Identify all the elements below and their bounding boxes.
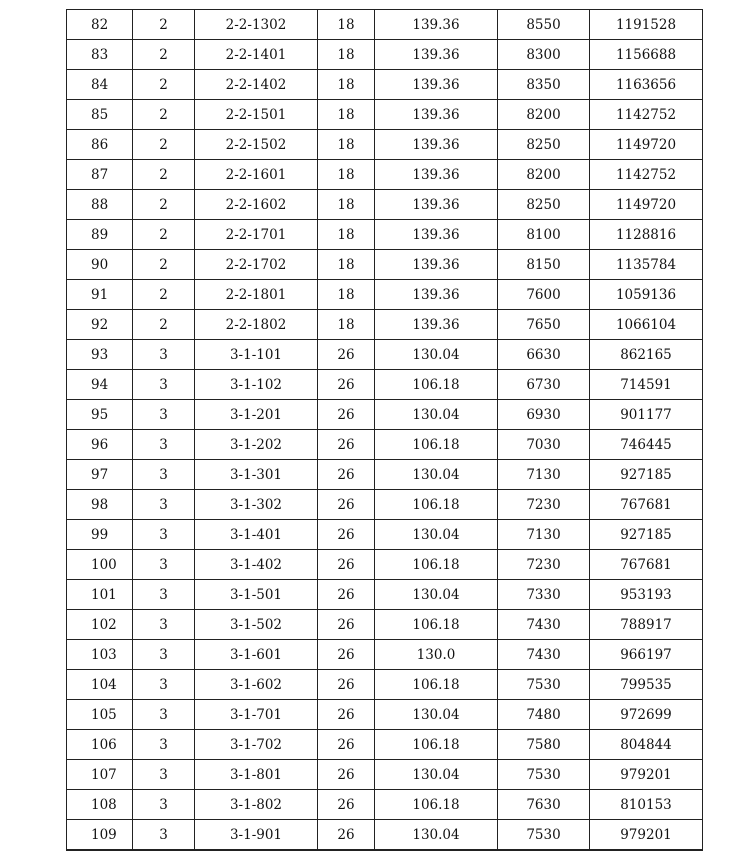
building-cell: 2 [133,190,195,220]
unit-number-cell: 2-2-1602 [195,190,318,220]
total-price-cell: 1149720 [590,130,703,160]
unit-price-cell: 7230 [498,490,590,520]
table-row [67,700,703,730]
unit-number-cell: 2-2-1701 [195,220,318,250]
unit-price-cell: 7530 [498,670,590,700]
total-price-cell: 810153 [590,790,703,820]
row-number-cell: 101 [67,580,133,610]
table-row [67,730,703,760]
floor-cell: 18 [318,190,375,220]
unit-number-cell: 3-1-202 [195,430,318,460]
floor-cell: 26 [318,790,375,820]
table-row [67,790,703,820]
building-cell: 3 [133,550,195,580]
area-cell: 106.18 [375,790,498,820]
total-price-cell: 1142752 [590,160,703,190]
floor-cell: 26 [318,370,375,400]
floor-cell: 26 [318,430,375,460]
floor-cell: 18 [318,70,375,100]
floor-cell: 26 [318,520,375,550]
unit-number-cell: 2-2-1601 [195,160,318,190]
row-number-cell: 99 [67,520,133,550]
floor-cell: 26 [318,730,375,760]
floor-cell: 18 [318,100,375,130]
table-row [67,100,703,130]
floor-cell: 26 [318,820,375,851]
table-row [67,190,703,220]
total-price-cell: 1142752 [590,100,703,130]
unit-number-cell: 2-2-1702 [195,250,318,280]
table-row [67,430,703,460]
building-cell: 3 [133,790,195,820]
area-cell: 139.36 [375,100,498,130]
table-row [67,250,703,280]
unit-number-cell: 3-1-102 [195,370,318,400]
price-table [66,9,703,851]
area-cell: 106.18 [375,610,498,640]
unit-price-cell: 6630 [498,340,590,370]
total-price-cell: 799535 [590,670,703,700]
table-row [67,640,703,670]
row-number-cell: 103 [67,640,133,670]
row-number-cell: 104 [67,670,133,700]
total-price-cell: 1066104 [590,310,703,340]
row-number-cell: 88 [67,190,133,220]
building-cell: 2 [133,40,195,70]
table-row [67,160,703,190]
area-cell: 130.04 [375,580,498,610]
table-row [67,580,703,610]
unit-number-cell: 3-1-802 [195,790,318,820]
building-cell: 2 [133,220,195,250]
area-cell: 106.18 [375,550,498,580]
floor-cell: 26 [318,670,375,700]
table-row [67,400,703,430]
floor-cell: 26 [318,550,375,580]
table-row [67,10,703,40]
unit-number-cell: 3-1-502 [195,610,318,640]
total-price-cell: 1163656 [590,70,703,100]
area-cell: 139.36 [375,220,498,250]
area-cell: 139.36 [375,310,498,340]
building-cell: 3 [133,700,195,730]
building-cell: 3 [133,460,195,490]
total-price-cell: 927185 [590,520,703,550]
unit-price-cell: 7230 [498,550,590,580]
unit-price-cell: 8550 [498,10,590,40]
row-number-cell: 106 [67,730,133,760]
floor-cell: 26 [318,610,375,640]
unit-price-cell: 8200 [498,160,590,190]
total-price-cell: 979201 [590,820,703,851]
total-price-cell: 1128816 [590,220,703,250]
total-price-cell: 966197 [590,640,703,670]
row-number-cell: 102 [67,610,133,640]
unit-price-cell: 8300 [498,40,590,70]
row-number-cell: 98 [67,490,133,520]
unit-price-cell: 7580 [498,730,590,760]
unit-number-cell: 2-2-1501 [195,100,318,130]
floor-cell: 18 [318,130,375,160]
table-row [67,460,703,490]
unit-price-cell: 8100 [498,220,590,250]
building-cell: 3 [133,610,195,640]
unit-price-cell: 7530 [498,760,590,790]
unit-number-cell: 3-1-302 [195,490,318,520]
floor-cell: 26 [318,700,375,730]
table-row [67,310,703,340]
area-cell: 139.36 [375,280,498,310]
total-price-cell: 746445 [590,430,703,460]
unit-number-cell: 2-2-1801 [195,280,318,310]
unit-price-cell: 7430 [498,610,590,640]
building-cell: 3 [133,730,195,760]
floor-cell: 18 [318,10,375,40]
area-cell: 130.04 [375,700,498,730]
table-row [67,490,703,520]
area-cell: 139.36 [375,190,498,220]
unit-price-cell: 7650 [498,310,590,340]
row-number-cell: 97 [67,460,133,490]
area-cell: 130.04 [375,460,498,490]
table-row [67,70,703,100]
row-number-cell: 82 [67,10,133,40]
building-cell: 2 [133,250,195,280]
building-cell: 3 [133,340,195,370]
total-price-cell: 1191528 [590,10,703,40]
table-row [67,280,703,310]
area-cell: 106.18 [375,670,498,700]
area-cell: 130.04 [375,760,498,790]
total-price-cell: 862165 [590,340,703,370]
unit-number-cell: 3-1-601 [195,640,318,670]
unit-price-cell: 7030 [498,430,590,460]
total-price-cell: 788917 [590,610,703,640]
area-cell: 139.36 [375,160,498,190]
area-cell: 130.04 [375,820,498,851]
row-number-cell: 96 [67,430,133,460]
unit-number-cell: 2-2-1802 [195,310,318,340]
unit-number-cell: 3-1-301 [195,460,318,490]
total-price-cell: 927185 [590,460,703,490]
row-number-cell: 108 [67,790,133,820]
area-cell: 139.36 [375,130,498,160]
row-number-cell: 90 [67,250,133,280]
area-cell: 106.18 [375,490,498,520]
unit-number-cell: 2-2-1502 [195,130,318,160]
total-price-cell: 901177 [590,400,703,430]
floor-cell: 26 [318,640,375,670]
floor-cell: 26 [318,760,375,790]
unit-price-cell: 8250 [498,190,590,220]
area-cell: 130.04 [375,520,498,550]
unit-price-cell: 8150 [498,250,590,280]
total-price-cell: 953193 [590,580,703,610]
unit-price-cell: 7430 [498,640,590,670]
building-cell: 2 [133,130,195,160]
unit-price-cell: 7630 [498,790,590,820]
row-number-cell: 91 [67,280,133,310]
table-row [67,610,703,640]
area-cell: 130.04 [375,340,498,370]
unit-number-cell: 2-2-1402 [195,70,318,100]
table-row [67,220,703,250]
floor-cell: 18 [318,220,375,250]
building-cell: 2 [133,70,195,100]
area-cell: 130.0 [375,640,498,670]
row-number-cell: 94 [67,370,133,400]
floor-cell: 18 [318,310,375,340]
table-row [67,40,703,70]
unit-number-cell: 3-1-101 [195,340,318,370]
total-price-cell: 1156688 [590,40,703,70]
building-cell: 2 [133,310,195,340]
area-cell: 106.18 [375,730,498,760]
floor-cell: 18 [318,250,375,280]
unit-price-cell: 7130 [498,520,590,550]
building-cell: 3 [133,370,195,400]
total-price-cell: 972699 [590,700,703,730]
unit-number-cell: 3-1-901 [195,820,318,851]
unit-price-cell: 8350 [498,70,590,100]
row-number-cell: 89 [67,220,133,250]
floor-cell: 18 [318,40,375,70]
unit-number-cell: 3-1-501 [195,580,318,610]
unit-number-cell: 3-1-402 [195,550,318,580]
table-row [67,820,703,851]
total-price-cell: 714591 [590,370,703,400]
total-price-cell: 1059136 [590,280,703,310]
floor-cell: 18 [318,160,375,190]
floor-cell: 18 [318,280,375,310]
building-cell: 2 [133,280,195,310]
unit-price-cell: 6730 [498,370,590,400]
building-cell: 3 [133,520,195,550]
building-cell: 3 [133,400,195,430]
row-number-cell: 109 [67,820,133,851]
row-number-cell: 105 [67,700,133,730]
table-row [67,520,703,550]
row-number-cell: 95 [67,400,133,430]
unit-number-cell: 3-1-401 [195,520,318,550]
unit-number-cell: 2-2-1302 [195,10,318,40]
floor-cell: 26 [318,460,375,490]
unit-price-cell: 7480 [498,700,590,730]
building-cell: 3 [133,490,195,520]
floor-cell: 26 [318,580,375,610]
row-number-cell: 83 [67,40,133,70]
building-cell: 3 [133,640,195,670]
floor-cell: 26 [318,340,375,370]
total-price-cell: 979201 [590,760,703,790]
table-row [67,370,703,400]
row-number-cell: 93 [67,340,133,370]
area-cell: 130.04 [375,400,498,430]
total-price-cell: 767681 [590,550,703,580]
area-cell: 139.36 [375,10,498,40]
area-cell: 139.36 [375,70,498,100]
building-cell: 3 [133,580,195,610]
unit-price-cell: 7600 [498,280,590,310]
area-cell: 139.36 [375,40,498,70]
row-number-cell: 85 [67,100,133,130]
unit-number-cell: 3-1-602 [195,670,318,700]
area-cell: 106.18 [375,370,498,400]
table-row [67,340,703,370]
unit-number-cell: 3-1-702 [195,730,318,760]
unit-price-cell: 8200 [498,100,590,130]
row-number-cell: 87 [67,160,133,190]
building-cell: 2 [133,10,195,40]
building-cell: 2 [133,100,195,130]
unit-price-cell: 6930 [498,400,590,430]
unit-number-cell: 2-2-1401 [195,40,318,70]
unit-price-cell: 7130 [498,460,590,490]
unit-number-cell: 3-1-801 [195,760,318,790]
unit-number-cell: 3-1-201 [195,400,318,430]
row-number-cell: 92 [67,310,133,340]
total-price-cell: 804844 [590,730,703,760]
floor-cell: 26 [318,400,375,430]
building-cell: 3 [133,430,195,460]
total-price-cell: 1135784 [590,250,703,280]
building-cell: 3 [133,670,195,700]
row-number-cell: 100 [67,550,133,580]
floor-cell: 26 [318,490,375,520]
table-row [67,760,703,790]
total-price-cell: 767681 [590,490,703,520]
unit-price-cell: 7330 [498,580,590,610]
building-cell: 3 [133,760,195,790]
unit-price-cell: 8250 [498,130,590,160]
row-number-cell: 86 [67,130,133,160]
row-number-cell: 107 [67,760,133,790]
total-price-cell: 1149720 [590,190,703,220]
area-cell: 106.18 [375,430,498,460]
table-row [67,670,703,700]
unit-number-cell: 3-1-701 [195,700,318,730]
row-number-cell: 84 [67,70,133,100]
table-row [67,550,703,580]
building-cell: 3 [133,820,195,851]
building-cell: 2 [133,160,195,190]
unit-price-cell: 7530 [498,820,590,851]
area-cell: 139.36 [375,250,498,280]
table-row [67,130,703,160]
table-body [67,10,703,851]
